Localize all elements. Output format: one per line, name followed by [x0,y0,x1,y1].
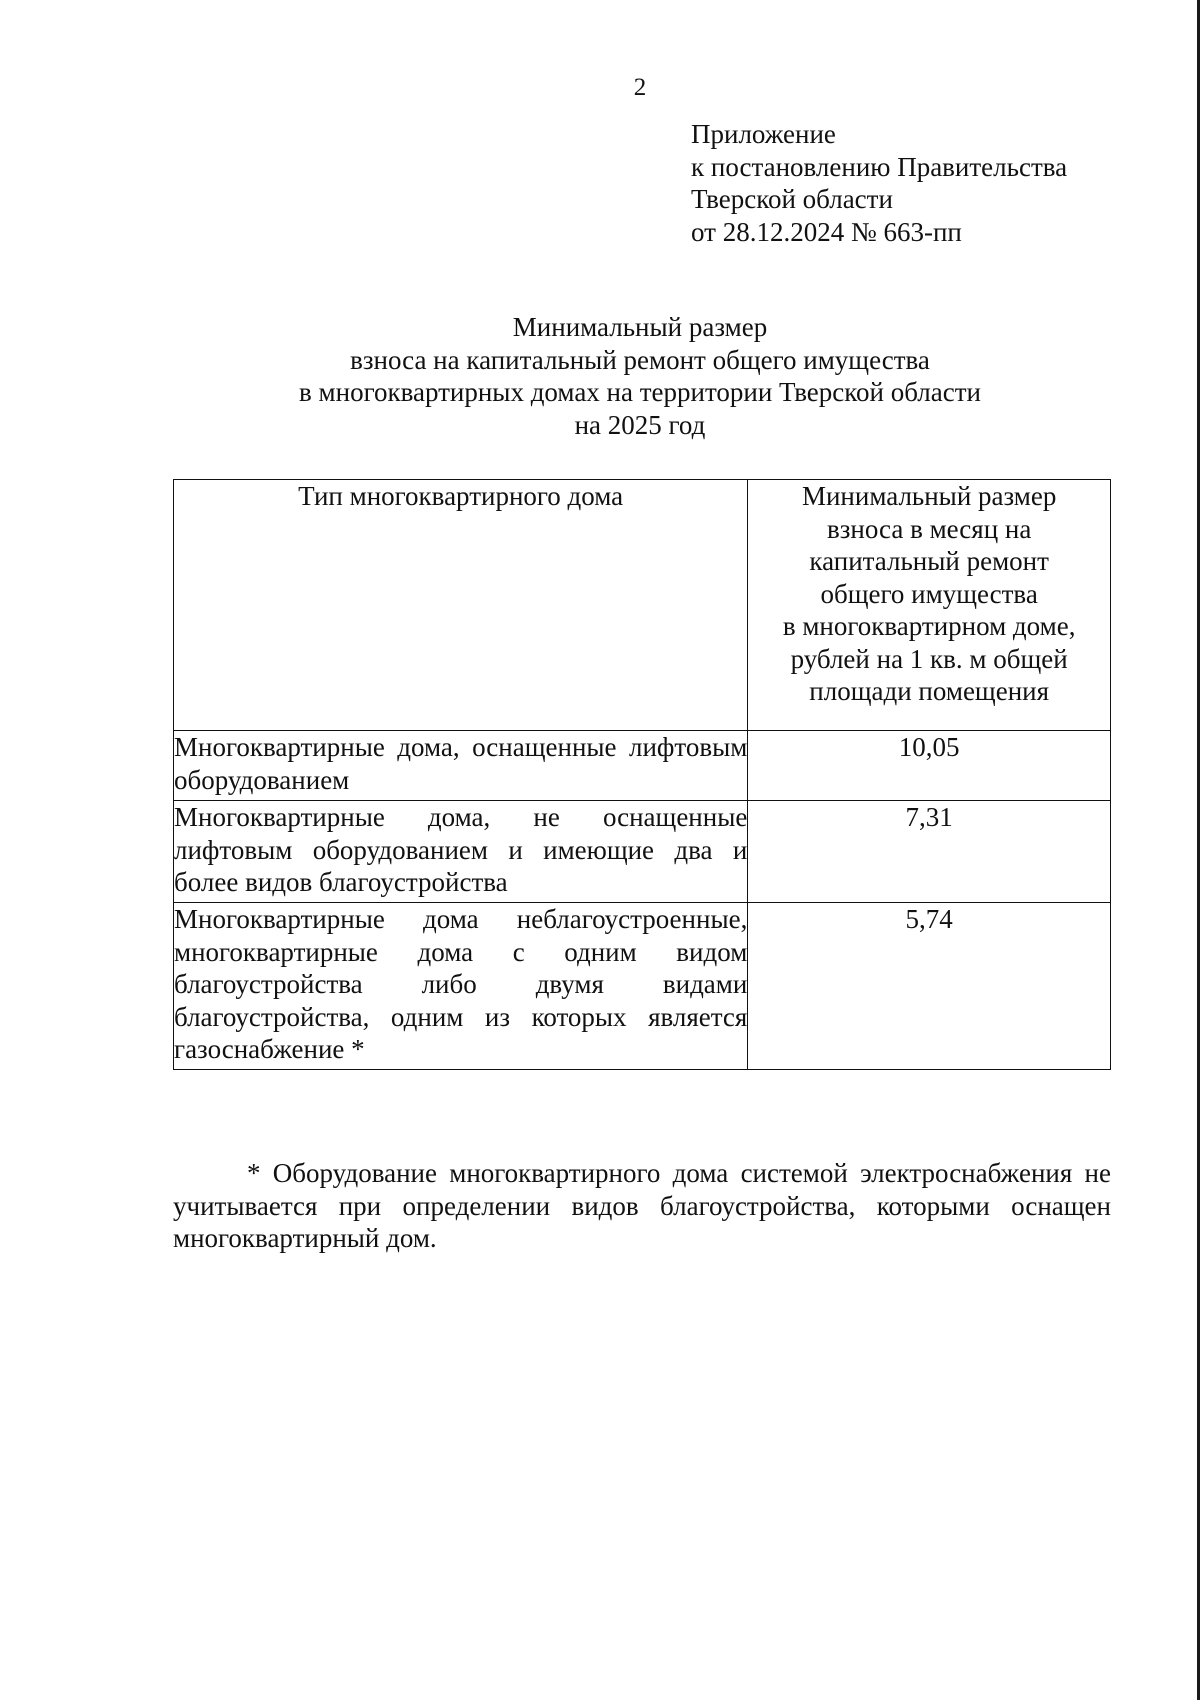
row-type-cell: Многоквартирные дома неблагоустроенные, многоквартирные дома с одним видом благоустройства либо двумя видами благоустройства, одним из которых является газоснабжение * [174,903,748,1070]
header-value-line: в многоквартирном доме, [782,611,1076,641]
header-value-line: площади помещения [809,676,1050,706]
title-line: Минимальный размер [512,312,768,342]
header-value-line: капитальный ремонт [809,546,1049,576]
header-value-line: рублей на 1 кв. м общей [790,643,1068,674]
appendix-line: Приложение [691,119,836,149]
title-line: на 2025 год [574,409,706,440]
table-row [174,801,1111,903]
title-line: в многоквартирных домах на территории Тверской области [299,377,981,407]
row-value-cell: 10,05 [748,731,1111,801]
table-header-row [174,480,1111,731]
header-value-line: Минимальный размер [801,481,1057,511]
footnote: * Оборудование многоквартирного дома системой электроснабжения не учитывается при определении видов благоустройства, которыми оснащен многоквартирный дом. [173,1158,1111,1253]
appendix-line: к постановлению Правительства [691,151,1068,182]
header-value-line: взноса в месяц на [826,513,1032,544]
row-value-cell: 7,31 [748,801,1111,903]
appendix-line: от 28.12.2024 № 663-пп [691,216,962,247]
header-value-line: общего имущества [820,578,1038,609]
row-type-cell: Многоквартирные дома, оснащенные лифтовым оборудованием [174,731,748,801]
header-cell-type: Тип многоквартирного дома [174,480,748,731]
header-cell-value [748,480,1111,731]
row-type-cell: Многоквартирные дома, не оснащенные лифтовым оборудованием и имеющие два и более видов благоустройства [174,801,748,903]
row-value-cell: 5,74 [748,903,1111,1070]
table-row [174,903,1111,1070]
fee-table [173,479,1111,1070]
page-number: 2 [633,74,647,101]
document-title [160,311,1120,441]
appendix-block [691,118,1067,248]
table-row [174,731,1111,801]
title-line: взноса на капитальный ремонт общего имущества [350,344,930,375]
appendix-line: Тверской области [691,184,893,214]
